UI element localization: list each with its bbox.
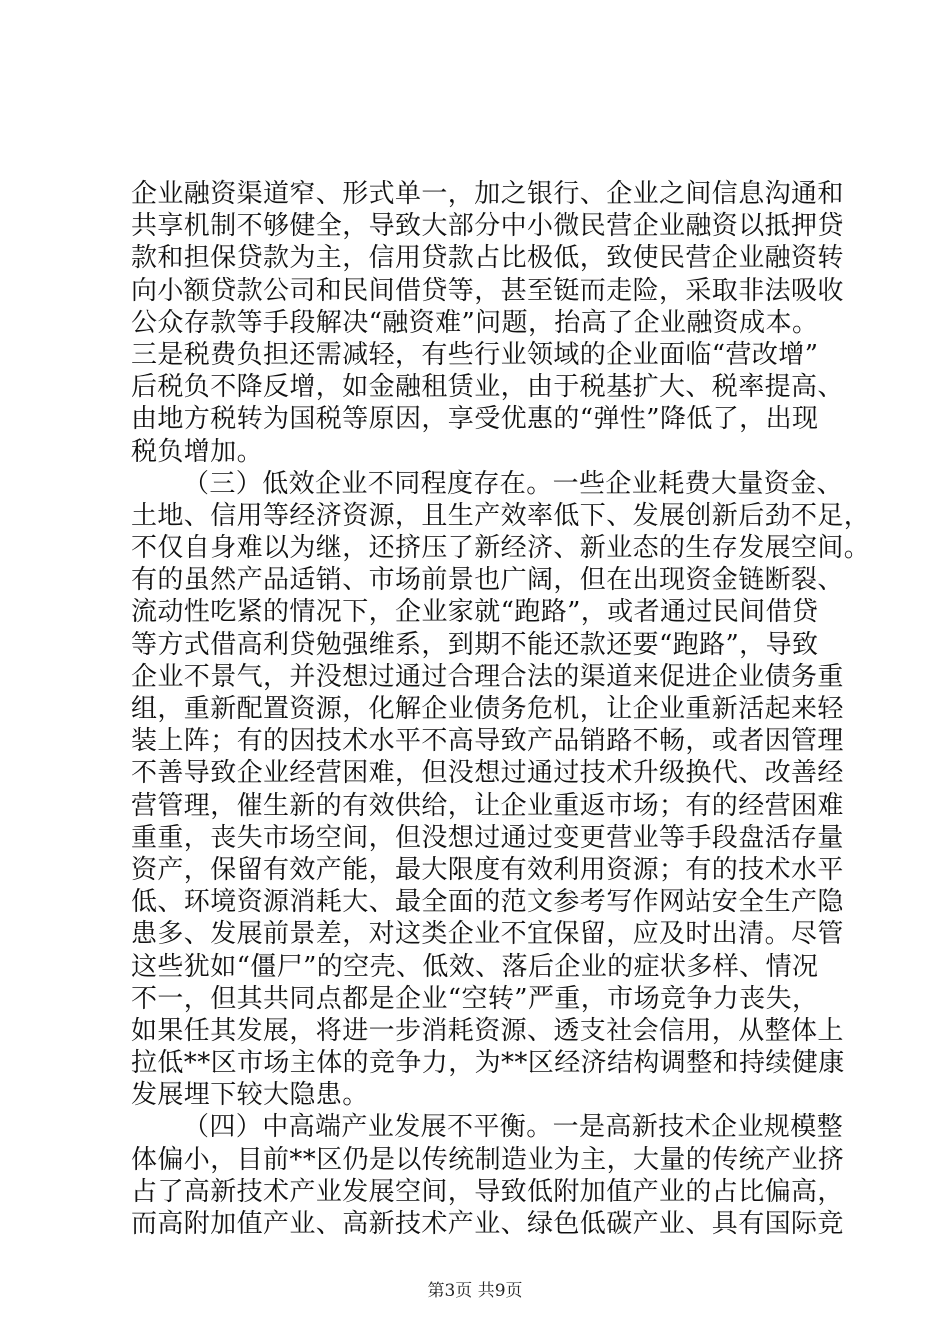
text-line: 不善导致企业经营困难，但没想过通过技术升级换代、改善经 bbox=[131, 758, 844, 789]
text-line: 体偏小，目前**区仍是以传统制造业为主，大量的传统产业挤 bbox=[131, 1144, 845, 1175]
text-line: 三是税费负担还需减轻，有些行业领域的企业面临“营改增” bbox=[131, 339, 819, 370]
text-line: 共享机制不够健全，导致大部分中小微民营企业融资以抵押贷 bbox=[131, 211, 844, 242]
text-line: 有的虽然产品适销、市场前景也广阔，但在出现资金链断裂、 bbox=[131, 565, 844, 596]
text-line: 资产，保留有效产能，最大限度有效利用资源；有的技术水平 bbox=[131, 854, 844, 885]
text-line: 土地、信用等经济资源，且生产效率低下、发展创新后劲不足， bbox=[131, 500, 871, 531]
text-line: 这些犹如“僵尸”的空壳、低效、落后企业的症状多样、情况 bbox=[131, 951, 819, 982]
text-line: 拉低**区市场主体的竞争力，为**区经济结构调整和持续健康 bbox=[131, 1048, 845, 1079]
text-line: 不仅自身难以为继，还挤压了新经济、新业态的生存发展空间。 bbox=[131, 533, 871, 564]
text-line: 低、环境资源消耗大、最全面的范文参考写作网站安全生产隐 bbox=[131, 887, 844, 918]
text-line: 患多、发展前景差，对这类企业不宜保留，应及时出清。尽管 bbox=[131, 919, 844, 950]
text-line: 公众存款等手段解决“融资难”问题，抬高了企业融资成本。 bbox=[131, 307, 819, 338]
text-line: 组，重新配置资源，化解企业债务危机，让企业重新活起来轻 bbox=[131, 694, 844, 724]
text-line: 如果任其发展，将进一步消耗资源、透支社会信用，从整体上 bbox=[131, 1015, 844, 1046]
text-line: 税负增加。 bbox=[131, 436, 264, 467]
text-line: 流动性吃紧的情况下，企业家就“跑路”，或者通过民间借贷 bbox=[131, 597, 819, 628]
text-line: 不一，但其共同点都是企业“空转”严重，市场竞争力丧失， bbox=[131, 983, 819, 1014]
text-line: 占了高新技术产业发展空间，导致低附加值产业的占比偏高， bbox=[131, 1176, 844, 1207]
text-line: 而高附加值产业、高新技术产业、绿色低碳产业、具有国际竞 bbox=[131, 1209, 844, 1239]
text-line: 等方式借高利贷勉强维系，到期不能还款还要“跑路”，导致 bbox=[131, 629, 819, 660]
text-line: 企业融资渠道窄、形式单一，加之银行、企业之间信息沟通和 bbox=[131, 179, 844, 209]
text-line: 营管理，催生新的有效供给，让企业重返市场；有的经营困难 bbox=[131, 790, 844, 821]
section-heading-line: （四）中高端产业发展不平衡。一是高新技术企业规模整 bbox=[183, 1112, 844, 1143]
text-line: 向小额贷款公司和民间借贷等，甚至铤而走险，采取非法吸收 bbox=[131, 275, 844, 306]
section-heading-line: （三）低效企业不同程度存在。一些企业耗费大量资金、 bbox=[183, 468, 844, 499]
body-text bbox=[131, 178, 871, 1240]
text-line: 企业不景气，并没想过通过合理合法的渠道来促进企业债务重 bbox=[131, 661, 844, 692]
page-number-footer: 第3页 共9页 bbox=[427, 1281, 523, 1301]
text-line: 发展埋下较大隐患。 bbox=[131, 1080, 369, 1111]
text-line: 由地方税转为国税等原因，享受优惠的“弹性”降低了，出现 bbox=[131, 404, 819, 435]
text-line: 款和担保贷款为主，信用贷款占比极低，致使民营企业融资转 bbox=[131, 243, 844, 274]
text-line: 重重，丧失市场空间，但没想过通过变更营业等手段盘活存量 bbox=[131, 822, 844, 853]
text-line: 后税负不降反增，如金融租赁业，由于税基扩大、税率提高、 bbox=[131, 372, 844, 403]
text-line: 装上阵；有的因技术水平不高导致产品销路不畅，或者因管理 bbox=[131, 726, 844, 757]
